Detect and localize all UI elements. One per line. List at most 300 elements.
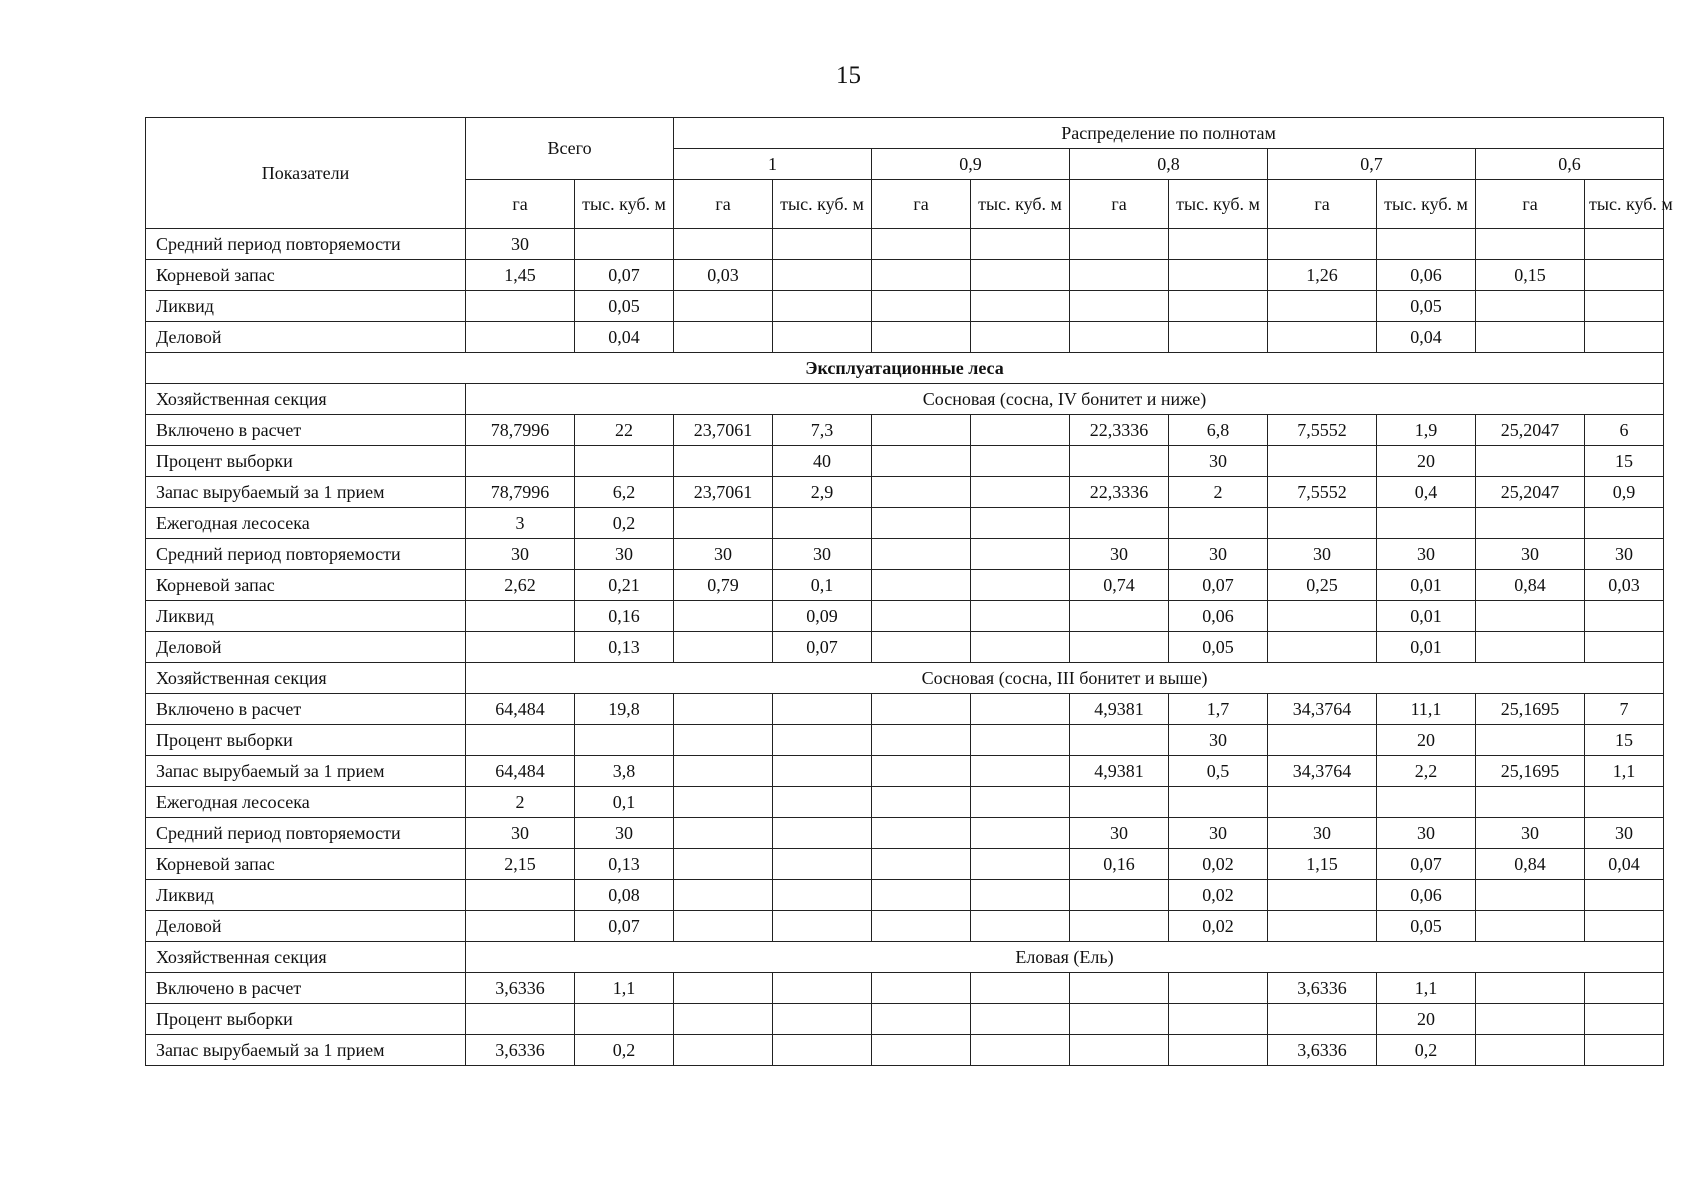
table-cell: 1,15	[1268, 849, 1377, 880]
table-cell: 0,02	[1169, 880, 1268, 911]
management-section-label: Хозяйственная секция	[146, 384, 466, 415]
table-cell: 2,15	[466, 849, 575, 880]
table-cell	[872, 787, 971, 818]
table-cell: 0,04	[1585, 849, 1664, 880]
row-label: Включено в расчет	[146, 415, 466, 446]
table-cell	[1585, 1035, 1664, 1066]
table-cell	[466, 632, 575, 663]
table-cell: 64,484	[466, 756, 575, 787]
table-cell	[872, 508, 971, 539]
management-section-row	[146, 384, 1664, 415]
table-cell	[575, 229, 674, 260]
table-cell: 30	[1268, 539, 1377, 570]
table-cell: 0,07	[575, 911, 674, 942]
table-cell: 0,4	[1377, 477, 1476, 508]
table-cell: 0,07	[773, 632, 872, 663]
table-cell: 0,15	[1476, 260, 1585, 291]
density-header: 0,7	[1268, 149, 1476, 180]
table-cell: 15	[1585, 725, 1664, 756]
table-cell: 30	[1476, 539, 1585, 570]
table-cell: 0,1	[773, 570, 872, 601]
table-cell	[1476, 973, 1585, 1004]
table-cell	[674, 291, 773, 322]
table-cell	[773, 725, 872, 756]
table-cell	[674, 849, 773, 880]
table-cell	[1070, 446, 1169, 477]
table-cell	[971, 601, 1070, 632]
table-cell	[1377, 229, 1476, 260]
table-cell	[971, 322, 1070, 353]
table-cell: 30	[773, 539, 872, 570]
table-cell	[1476, 911, 1585, 942]
row-label: Включено в расчет	[146, 694, 466, 725]
table-row	[146, 570, 1664, 601]
table-row	[146, 601, 1664, 632]
table-cell	[674, 880, 773, 911]
table-cell: 22,3336	[1070, 415, 1169, 446]
row-label: Деловой	[146, 632, 466, 663]
table-cell: 1,26	[1268, 260, 1377, 291]
table-cell: 19,8	[575, 694, 674, 725]
table-cell	[1585, 911, 1664, 942]
table-cell	[872, 880, 971, 911]
table-cell	[1268, 229, 1377, 260]
table-cell	[1585, 322, 1664, 353]
table-cell: 20	[1377, 725, 1476, 756]
table-cell: 34,3764	[1268, 756, 1377, 787]
total-header: Всего	[466, 118, 674, 180]
table-cell	[1268, 787, 1377, 818]
table-cell: 3	[466, 508, 575, 539]
table-cell	[674, 787, 773, 818]
row-label: Деловой	[146, 911, 466, 942]
table-cell	[971, 756, 1070, 787]
unit-ha-header: га	[466, 180, 575, 229]
table-cell	[1268, 291, 1377, 322]
table-cell	[466, 880, 575, 911]
table-cell	[971, 1004, 1070, 1035]
page-number: 15	[836, 62, 861, 89]
density-header: 0,9	[872, 149, 1070, 180]
table-cell	[466, 322, 575, 353]
table-cell: 22	[575, 415, 674, 446]
table-cell: 30	[674, 539, 773, 570]
table-cell: 20	[1377, 446, 1476, 477]
table-cell	[1070, 291, 1169, 322]
unit-volume-header: тыс. куб. м	[971, 180, 1070, 229]
unit-ha-header: га	[674, 180, 773, 229]
table-cell: 0,04	[1377, 322, 1476, 353]
table-cell	[466, 725, 575, 756]
section-title-row	[146, 353, 1664, 384]
table-cell: 1,45	[466, 260, 575, 291]
table-cell	[971, 446, 1070, 477]
table-row	[146, 446, 1664, 477]
table-cell: 0,2	[575, 508, 674, 539]
table-cell	[872, 322, 971, 353]
table-cell	[674, 756, 773, 787]
table-cell	[971, 911, 1070, 942]
table-cell: 30	[1169, 446, 1268, 477]
table-cell	[773, 1035, 872, 1066]
table-row	[146, 787, 1664, 818]
table-cell: 1,1	[575, 973, 674, 1004]
table-cell	[575, 446, 674, 477]
table-cell	[1070, 508, 1169, 539]
table-cell	[466, 601, 575, 632]
table-row	[146, 260, 1664, 291]
table-cell	[674, 725, 773, 756]
table-cell	[971, 415, 1070, 446]
table-cell	[872, 849, 971, 880]
table-cell	[1476, 1035, 1585, 1066]
management-section-row	[146, 942, 1664, 973]
table-cell	[971, 818, 1070, 849]
table-cell: 0,06	[1377, 260, 1476, 291]
table-cell	[1268, 601, 1377, 632]
table-cell	[1585, 880, 1664, 911]
management-section-label: Хозяйственная секция	[146, 942, 466, 973]
table-cell: 0,1	[575, 787, 674, 818]
row-label: Деловой	[146, 322, 466, 353]
table-cell: 0,04	[575, 322, 674, 353]
table-cell	[1585, 291, 1664, 322]
row-label: Запас вырубаемый за 1 прием	[146, 477, 466, 508]
table-cell: 2,62	[466, 570, 575, 601]
table-cell: 0,07	[575, 260, 674, 291]
table-cell	[1070, 322, 1169, 353]
table-cell	[1268, 880, 1377, 911]
table-cell	[1070, 260, 1169, 291]
table-cell	[1476, 601, 1585, 632]
table-row	[146, 694, 1664, 725]
table-cell: 0,05	[1377, 291, 1476, 322]
table-cell	[773, 1004, 872, 1035]
table-cell: 0,03	[674, 260, 773, 291]
table-cell	[773, 694, 872, 725]
table-cell	[773, 849, 872, 880]
table-cell: 34,3764	[1268, 694, 1377, 725]
row-label: Процент выборки	[146, 446, 466, 477]
table-cell: 30	[1476, 818, 1585, 849]
table-row	[146, 322, 1664, 353]
table-cell	[1377, 508, 1476, 539]
row-label: Средний период повторяемости	[146, 229, 466, 260]
table-row	[146, 756, 1664, 787]
table-cell: 2,9	[773, 477, 872, 508]
table-cell	[674, 818, 773, 849]
table-cell	[1070, 725, 1169, 756]
table-cell: 0,08	[575, 880, 674, 911]
table-cell: 0,13	[575, 632, 674, 663]
table-cell: 1,1	[1377, 973, 1476, 1004]
table-cell: 23,7061	[674, 477, 773, 508]
table-cell: 30	[1585, 818, 1664, 849]
table-row	[146, 911, 1664, 942]
table-cell: 2,2	[1377, 756, 1476, 787]
forest-stock-table	[145, 117, 1673, 1066]
table-cell	[773, 911, 872, 942]
table-cell	[1070, 1004, 1169, 1035]
table-row	[146, 849, 1664, 880]
table-cell	[872, 1035, 971, 1066]
table-cell	[872, 570, 971, 601]
unit-ha-header: га	[1070, 180, 1169, 229]
table-cell	[872, 291, 971, 322]
row-label: Корневой запас	[146, 570, 466, 601]
table-cell: 4,9381	[1070, 694, 1169, 725]
table-cell	[1169, 1004, 1268, 1035]
unit-ha-header: га	[1476, 180, 1585, 229]
table-cell	[971, 849, 1070, 880]
table-cell	[773, 787, 872, 818]
table-cell: 22,3336	[1070, 477, 1169, 508]
table-cell	[971, 694, 1070, 725]
table-cell: 0,84	[1476, 570, 1585, 601]
unit-volume-header: тыс. куб. м	[1377, 180, 1476, 229]
table-cell	[1476, 322, 1585, 353]
table-cell	[674, 1004, 773, 1035]
table-cell: 2	[1169, 477, 1268, 508]
table-cell: 0,01	[1377, 570, 1476, 601]
table-cell: 0,03	[1585, 570, 1664, 601]
row-label: Корневой запас	[146, 849, 466, 880]
table-cell: 11,1	[1377, 694, 1476, 725]
table-cell	[1169, 973, 1268, 1004]
unit-volume-header: тыс. куб. м	[773, 180, 872, 229]
table-cell	[1070, 632, 1169, 663]
table-cell	[773, 880, 872, 911]
table-cell: 30	[1070, 818, 1169, 849]
table-cell	[1585, 508, 1664, 539]
table-cell	[1169, 508, 1268, 539]
table-cell	[971, 632, 1070, 663]
table-cell: 3,8	[575, 756, 674, 787]
table-cell: 30	[1268, 818, 1377, 849]
table-cell	[674, 632, 773, 663]
table-cell	[1070, 1035, 1169, 1066]
management-section-row	[146, 663, 1664, 694]
table-cell	[1476, 725, 1585, 756]
table-cell: 1,9	[1377, 415, 1476, 446]
table-cell: 23,7061	[674, 415, 773, 446]
table-cell: 25,1695	[1476, 756, 1585, 787]
table-cell	[971, 973, 1070, 1004]
table-cell	[1476, 291, 1585, 322]
table-cell: 0,01	[1377, 632, 1476, 663]
table-cell	[1070, 911, 1169, 942]
table-cell	[1476, 446, 1585, 477]
distribution-header: Распределение по полнотам	[674, 118, 1664, 149]
table-cell	[872, 818, 971, 849]
table-cell	[872, 973, 971, 1004]
table-row	[146, 229, 1664, 260]
table-cell: 0,06	[1377, 880, 1476, 911]
table-cell	[674, 1035, 773, 1066]
table-cell	[1476, 787, 1585, 818]
row-label: Ежегодная лесосека	[146, 787, 466, 818]
table-cell	[872, 446, 971, 477]
table-header	[146, 118, 1673, 229]
table-cell	[971, 570, 1070, 601]
table-cell: 7,3	[773, 415, 872, 446]
table-cell	[1169, 260, 1268, 291]
table-cell: 3,6336	[1268, 1035, 1377, 1066]
table-cell	[1585, 632, 1664, 663]
table-cell: 0,05	[1169, 632, 1268, 663]
table-cell: 30	[1169, 725, 1268, 756]
unit-volume-header: тыс. куб. м	[575, 180, 674, 229]
table-cell: 0,5	[1169, 756, 1268, 787]
table-cell	[1169, 787, 1268, 818]
table-cell	[1070, 601, 1169, 632]
table-cell	[971, 477, 1070, 508]
table-row	[146, 632, 1664, 663]
table-cell	[872, 911, 971, 942]
row-label: Процент выборки	[146, 725, 466, 756]
table-cell	[1476, 632, 1585, 663]
table-cell	[971, 539, 1070, 570]
table-cell: 25,1695	[1476, 694, 1585, 725]
table-cell	[674, 229, 773, 260]
table-cell: 6,8	[1169, 415, 1268, 446]
table-cell: 0,21	[575, 570, 674, 601]
table-cell	[773, 322, 872, 353]
table-cell	[971, 725, 1070, 756]
table-cell	[1268, 508, 1377, 539]
table-cell	[773, 291, 872, 322]
table-cell	[1476, 508, 1585, 539]
table-cell: 0,01	[1377, 601, 1476, 632]
row-label: Корневой запас	[146, 260, 466, 291]
table-cell	[872, 229, 971, 260]
table-row	[146, 291, 1664, 322]
table-cell: 64,484	[466, 694, 575, 725]
unit-ha-header: га	[1268, 180, 1377, 229]
table-cell: 30	[575, 539, 674, 570]
table-row	[146, 477, 1664, 508]
management-section-name: Еловая (Ель)	[466, 942, 1664, 973]
table-cell: 0,02	[1169, 911, 1268, 942]
table-cell	[872, 260, 971, 291]
table-cell: 30	[1377, 818, 1476, 849]
table-cell	[1585, 229, 1664, 260]
table-cell: 0,74	[1070, 570, 1169, 601]
table-cell: 7,5552	[1268, 415, 1377, 446]
indicators-header: Показатели	[146, 118, 466, 229]
table-cell	[1377, 787, 1476, 818]
table-cell: 30	[466, 818, 575, 849]
table-row	[146, 1035, 1664, 1066]
table-cell: 30	[1070, 539, 1169, 570]
table-cell	[971, 229, 1070, 260]
table-cell: 30	[1169, 818, 1268, 849]
table-cell	[1476, 1004, 1585, 1035]
management-section-label: Хозяйственная секция	[146, 663, 466, 694]
table-cell	[674, 911, 773, 942]
table-row	[146, 1004, 1664, 1035]
table-cell	[1268, 632, 1377, 663]
row-label: Процент выборки	[146, 1004, 466, 1035]
table-cell: 30	[1169, 539, 1268, 570]
table-cell: 30	[466, 539, 575, 570]
table-cell: 0,2	[575, 1035, 674, 1066]
table-cell: 0,9	[1585, 477, 1664, 508]
table-cell: 4,9381	[1070, 756, 1169, 787]
table-cell	[1585, 601, 1664, 632]
table-cell: 30	[466, 229, 575, 260]
row-label: Включено в расчет	[146, 973, 466, 1004]
table-cell: 25,2047	[1476, 415, 1585, 446]
unit-volume-header: тыс. куб. м	[1169, 180, 1268, 229]
table-cell	[1169, 1035, 1268, 1066]
row-label: Ликвид	[146, 880, 466, 911]
table-cell	[674, 322, 773, 353]
table-cell: 0,05	[1377, 911, 1476, 942]
row-label: Ликвид	[146, 291, 466, 322]
table-cell	[674, 508, 773, 539]
table-cell: 0,13	[575, 849, 674, 880]
table-cell	[773, 756, 872, 787]
density-header: 1	[674, 149, 872, 180]
management-section-name: Сосновая (сосна, IV бонитет и ниже)	[466, 384, 1664, 415]
table-cell	[872, 694, 971, 725]
table-cell	[1169, 322, 1268, 353]
table-cell: 3,6336	[466, 973, 575, 1004]
table-row	[146, 415, 1664, 446]
table-cell	[971, 880, 1070, 911]
table-cell	[1169, 229, 1268, 260]
table-cell	[773, 229, 872, 260]
table-cell	[466, 446, 575, 477]
table-cell: 15	[1585, 446, 1664, 477]
row-label: Ежегодная лесосека	[146, 508, 466, 539]
table-row	[146, 973, 1664, 1004]
table-cell: 3,6336	[466, 1035, 575, 1066]
table-cell	[1268, 911, 1377, 942]
table-cell: 0,84	[1476, 849, 1585, 880]
table-cell	[466, 911, 575, 942]
table-cell	[1476, 229, 1585, 260]
row-label: Средний период повторяемости	[146, 818, 466, 849]
table-row	[146, 818, 1664, 849]
table-row	[146, 508, 1664, 539]
table-cell	[1070, 229, 1169, 260]
header-row	[146, 118, 1664, 149]
table-cell: 25,2047	[1476, 477, 1585, 508]
table-cell: 3,6336	[1268, 973, 1377, 1004]
table-row	[146, 880, 1664, 911]
table-cell	[1476, 880, 1585, 911]
table-cell	[1070, 973, 1169, 1004]
table-cell	[466, 1004, 575, 1035]
table-cell	[1268, 1004, 1377, 1035]
table-cell	[1585, 787, 1664, 818]
table-cell: 30	[1377, 539, 1476, 570]
table-cell: 0,16	[575, 601, 674, 632]
table-cell: 40	[773, 446, 872, 477]
table-cell: 6	[1585, 415, 1664, 446]
row-label: Запас вырубаемый за 1 прием	[146, 1035, 466, 1066]
table-cell	[1268, 725, 1377, 756]
table-cell: 78,7996	[466, 477, 575, 508]
table-cell	[674, 694, 773, 725]
density-header: 0,6	[1476, 149, 1664, 180]
table-cell	[872, 632, 971, 663]
row-label: Средний период повторяемости	[146, 539, 466, 570]
table-cell	[1585, 260, 1664, 291]
table-cell: 20	[1377, 1004, 1476, 1035]
